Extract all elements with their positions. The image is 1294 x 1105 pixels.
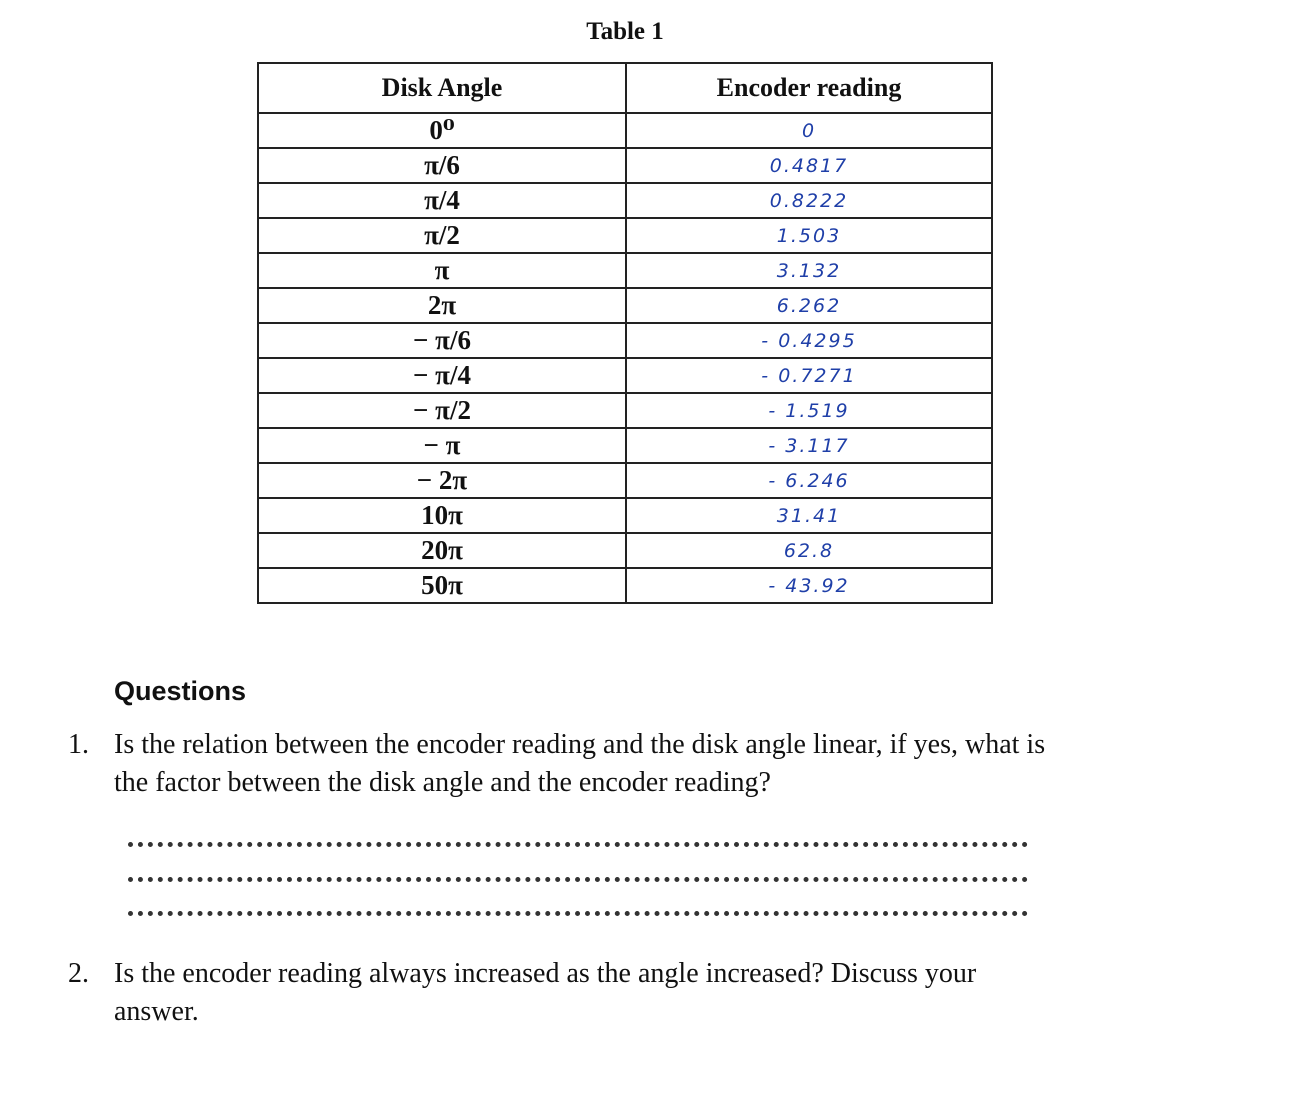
table-header-row bbox=[258, 63, 992, 113]
encoder-reading-cell: 31.41 bbox=[626, 498, 992, 533]
encoder-reading-cell: 1.503 bbox=[626, 218, 992, 253]
table-row bbox=[258, 358, 992, 393]
disk-angle-cell: − π/2 bbox=[258, 393, 626, 428]
disk-angle-cell: − π/6 bbox=[258, 323, 626, 358]
encoder-reading-cell: - 1.519 bbox=[626, 393, 992, 428]
encoder-reading-cell: - 0.7271 bbox=[626, 358, 992, 393]
disk-angle-cell: − 2π bbox=[258, 463, 626, 498]
disk-angle-cell: 50π bbox=[258, 568, 626, 603]
table-row bbox=[258, 568, 992, 603]
table-row bbox=[258, 393, 992, 428]
table-title: Table 1 bbox=[586, 18, 664, 45]
encoder-reading-cell: 0.8222 bbox=[626, 183, 992, 218]
disk-angle-cell: 2π bbox=[258, 288, 626, 323]
answer-line[interactable] bbox=[128, 907, 1028, 916]
encoder-reading-cell: - 43.92 bbox=[626, 568, 992, 603]
question-text: Is the relation between the encoder reading and the disk angle linear, if yes, what is the factor between the disk angle and the encoder reading? bbox=[114, 729, 1046, 798]
encoder-reading-cell: - 0.4295 bbox=[626, 323, 992, 358]
encoder-reading-cell: - 6.246 bbox=[626, 463, 992, 498]
disk-angle-cell: π bbox=[258, 253, 626, 288]
disk-angle-cell: 0⁰ bbox=[258, 113, 626, 148]
table-row bbox=[258, 323, 992, 358]
encoder-reading-cell: 62.8 bbox=[626, 533, 992, 568]
table-row bbox=[258, 253, 992, 288]
table-row bbox=[258, 218, 992, 253]
table-row bbox=[258, 183, 992, 218]
disk-angle-cell: π/6 bbox=[258, 148, 626, 183]
header-disk-angle: Disk Angle bbox=[258, 63, 626, 113]
table-row bbox=[258, 113, 992, 148]
table-row bbox=[258, 533, 992, 568]
table-row bbox=[258, 463, 992, 498]
disk-angle-cell: − π bbox=[258, 428, 626, 463]
encoder-reading-cell: 3.132 bbox=[626, 253, 992, 288]
disk-angle-cell: − π/4 bbox=[258, 358, 626, 393]
questions-heading: Questions bbox=[114, 676, 247, 706]
table-row bbox=[258, 148, 992, 183]
answer-line[interactable] bbox=[128, 873, 1028, 882]
disk-angle-cell: π/4 bbox=[258, 183, 626, 218]
table-row bbox=[258, 428, 992, 463]
encoder-table bbox=[257, 62, 993, 604]
disk-angle-cell: 20π bbox=[258, 533, 626, 568]
disk-angle-cell: π/2 bbox=[258, 218, 626, 253]
encoder-reading-cell: - 3.117 bbox=[626, 428, 992, 463]
table-row bbox=[258, 288, 992, 323]
answer-line[interactable] bbox=[128, 838, 1028, 847]
table-row bbox=[258, 498, 992, 533]
question-number: 1. bbox=[68, 729, 89, 760]
header-encoder-reading: Encoder reading bbox=[626, 63, 992, 113]
encoder-reading-cell: 6.262 bbox=[626, 288, 992, 323]
disk-angle-cell: 10π bbox=[258, 498, 626, 533]
question-text: Is the encoder reading always increased as the angle increased? Discuss your answer. bbox=[114, 958, 977, 1027]
question-number: 2. bbox=[68, 958, 89, 989]
encoder-reading-cell: 0.4817 bbox=[626, 148, 992, 183]
encoder-reading-cell: 0 bbox=[626, 113, 992, 148]
